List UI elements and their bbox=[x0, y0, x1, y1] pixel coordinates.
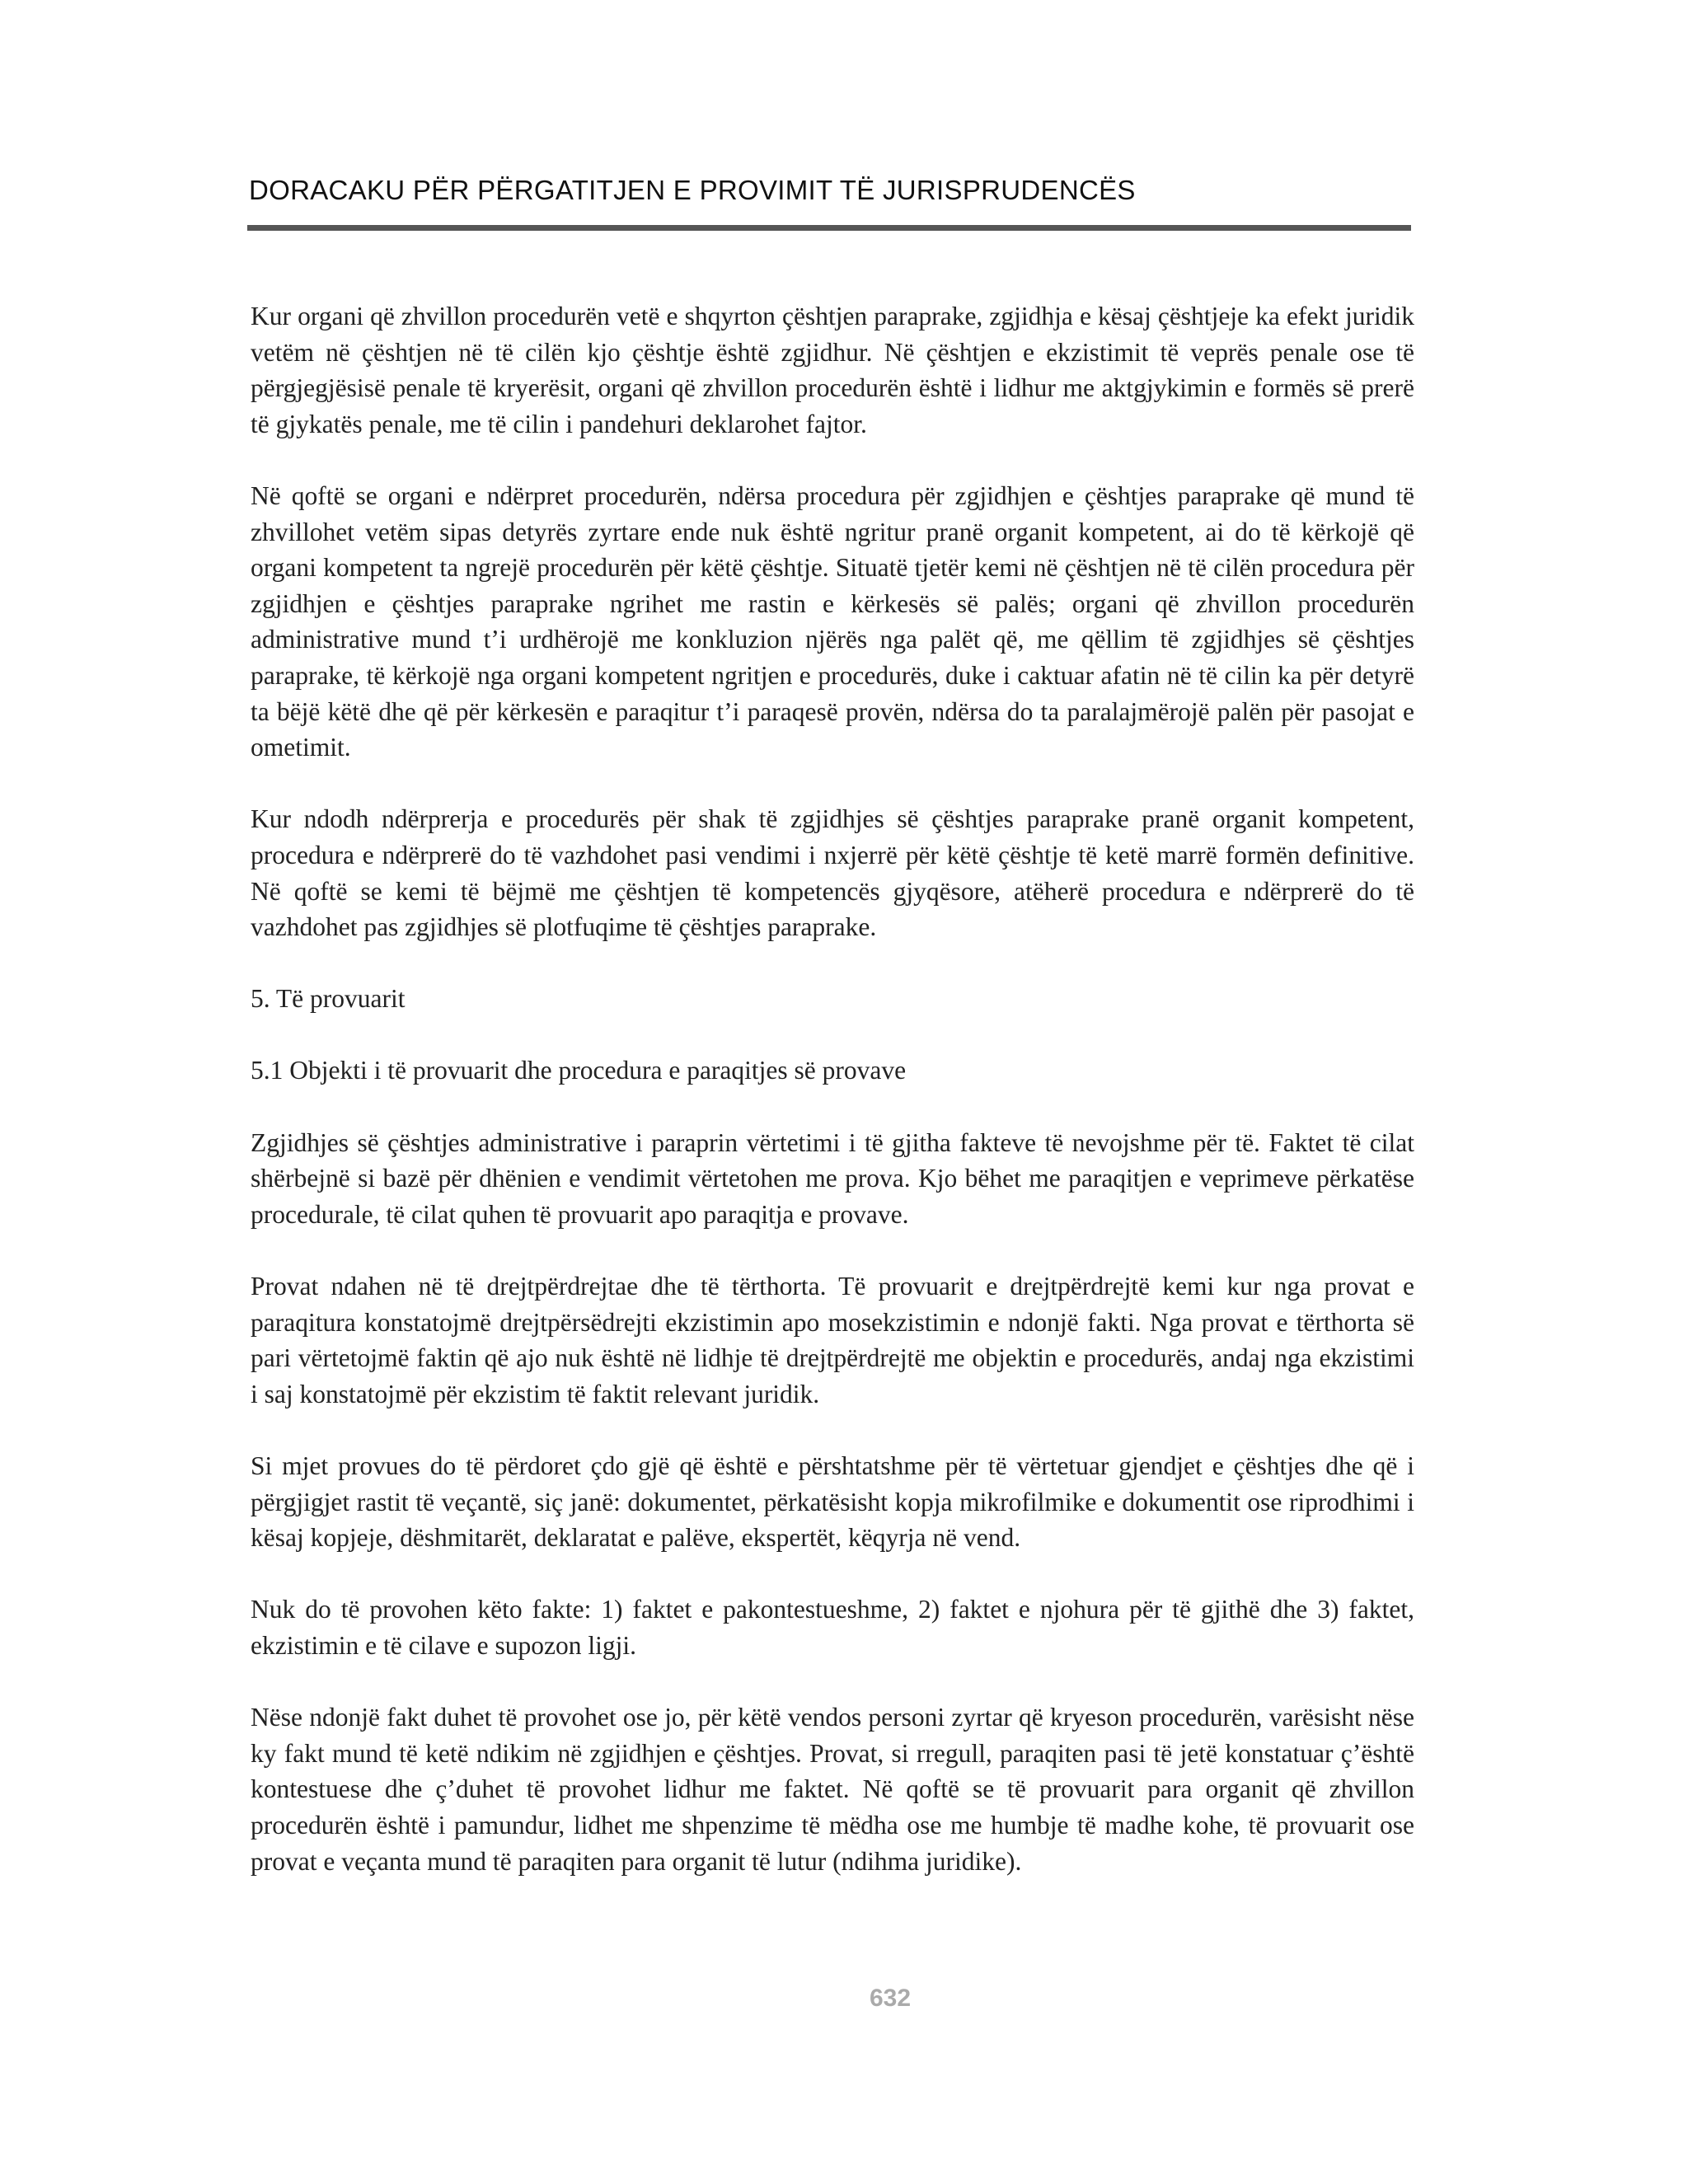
paragraph-decision-on-proving: Nëse ndonjë fakt duhet të provohet ose jo, për këtë vendos personi zyrtar që kryeson procedurën, varësisht nëse ky fakt mund të ketë ndikim në zgjidhjen e çështjes. Provat, si rregull, paraqiten pasi të jetë konstatuar ç’është kontestuese dhe ç’duhet të provohet lidhur me faktet. Në qoftë se të provuarit para organit që zhvillon procedurën është i pamundur, lidhet me shpenzime të mëdha ose me humbje të madhe kohe, të provuarit ose provat e veçanta mund të paraqiten para organit të lutur (ndihma juridike). bbox=[251, 1703, 1414, 1876]
paragraph-facts-not-proven: Nuk do të provohen këto fakte: 1) faktet e pakontestueshme, 2) faktet e njohura për të gjithë dhe 3) faktet, ekzistimin e të cilave e supozon ligji. bbox=[251, 1595, 1414, 1660]
running-header-title: DORACAKU PËR PËRGATITJEN E PROVIMIT TË JURISPRUDENCËS bbox=[249, 175, 1136, 205]
paragraph-means-of-evidence: Si mjet provues do të përdoret çdo gjë që është e përshtatshme për të vërtetuar gjendjet e çështjes dhe që i përgjigjet rastit të veçantë, siç janë: dokumentet, përkatësisht kopja mikrofilmike e dokumentit ose riprodhimi i kësaj kopjeje, dëshmitarët, deklaratat e palëve, ekspertët, këqyrja në vend. bbox=[251, 1451, 1414, 1553]
page-number: 632 bbox=[869, 1985, 912, 2012]
paragraph-establishing-facts: Zgjidhjes së çështjes administrative i paraprin vërtetimi i të gjitha fakteve të nevojshme për të. Faktet të cilat shërbejnë si bazë për dhënien e vendimit vërtetohen me prova. Kjo bëhet me paraqitjen e veprimeve përkatëse procedurale, të cilat quhen të provuarit apo paraqitja e provave. bbox=[251, 1127, 1414, 1229]
paragraph-preliminary-issue-effect: Kur organi që zhvillon procedurën vetë e shqyrton çështjen paraprake, zgjidhja e kësaj çështjeje ka efekt juridik vetëm në çështjen në të cilën kjo çështje është zgjidhur. Në çështjen e ekzistimit të veprës penale ose të përgjegjësisë penale të kryerësit, organi që zhvillon procedurën është i lidhur me aktgjykimin e formës së prerë të gjykatës penale, me të cilin i pandehuri deklarohet fajtor. bbox=[251, 302, 1414, 438]
section-heading-proving: 5. Të provuarit bbox=[251, 984, 406, 1014]
page-body bbox=[251, 298, 1414, 1915]
header-divider bbox=[247, 225, 1411, 231]
paragraph-procedure-interruption: Në qoftë se organi e ndërpret procedurën, ndërsa procedura për zgjidhjen e çështjes paraprake që mund të zhvillohet vetëm sipas detyrës zyrtare ende nuk është ngritur pranë organit kompetent, ai do të kërkojë që organi kompetent ta ngrejë procedurën për këtë çështje. Situatë tjetër kemi në çështjen në të cilën procedura për zgjidhjen e çështjes paraprake ngrihet me rastin e kërkesës së palës; organi që zhvillon procedurën administrative mund t’i urdhërojë me konkluzion njërës nga palët që, me qëllim të zgjidhjes së çështjes paraprake, të kërkojë nga organi kompetent ngritjen e procedurës, duke i caktuar afatin në të cilin ka për detyrë ta bëjë këtë dhe që për kërkesën e paraqitur t’i paraqesë provën, ndërsa do ta paralajmërojë palën për pasojat e ometimit. bbox=[251, 480, 1414, 762]
paragraph-continuation-of-procedure: Kur ndodh ndërprerja e procedurës për shak të zgjidhjes së çështjes paraprake pranë organit kompetent, procedura e ndërprerë do të vazhdohet pasi vendimi i nxjerrë për këtë çështje të ketë marrë formën definitive. Në qoftë se kemi të bëjmë me çështjen të kompetencës gjyqësore, atëherë procedura e ndërprerë do të vazhdohet pas zgjidhjes së plotfuqime të çështjes paraprake. bbox=[251, 804, 1414, 942]
subsection-heading-object-of-proof: 5.1 Objekti i të provuarit dhe procedura e paraqitjes së provave bbox=[251, 1056, 907, 1085]
paragraph-direct-indirect-evidence: Provat ndahen në të drejtpërdrejtae dhe të tërthorta. Të provuarit e drejtpërdrejtë kemi kur nga provat e paraqitura konstatojmë drejtpërsëdrejti ekzistimin apo mosekzistimin e ndonjë fakti. Nga provat e tërthorta së pari vërtetojmë faktin që ajo nuk është në lidhje të drejtpërdrejtë me objektin e procedurës, andaj nga ekzistimi i saj konstatojmë për ekzistim të faktit relevant juridik. bbox=[251, 1272, 1414, 1408]
